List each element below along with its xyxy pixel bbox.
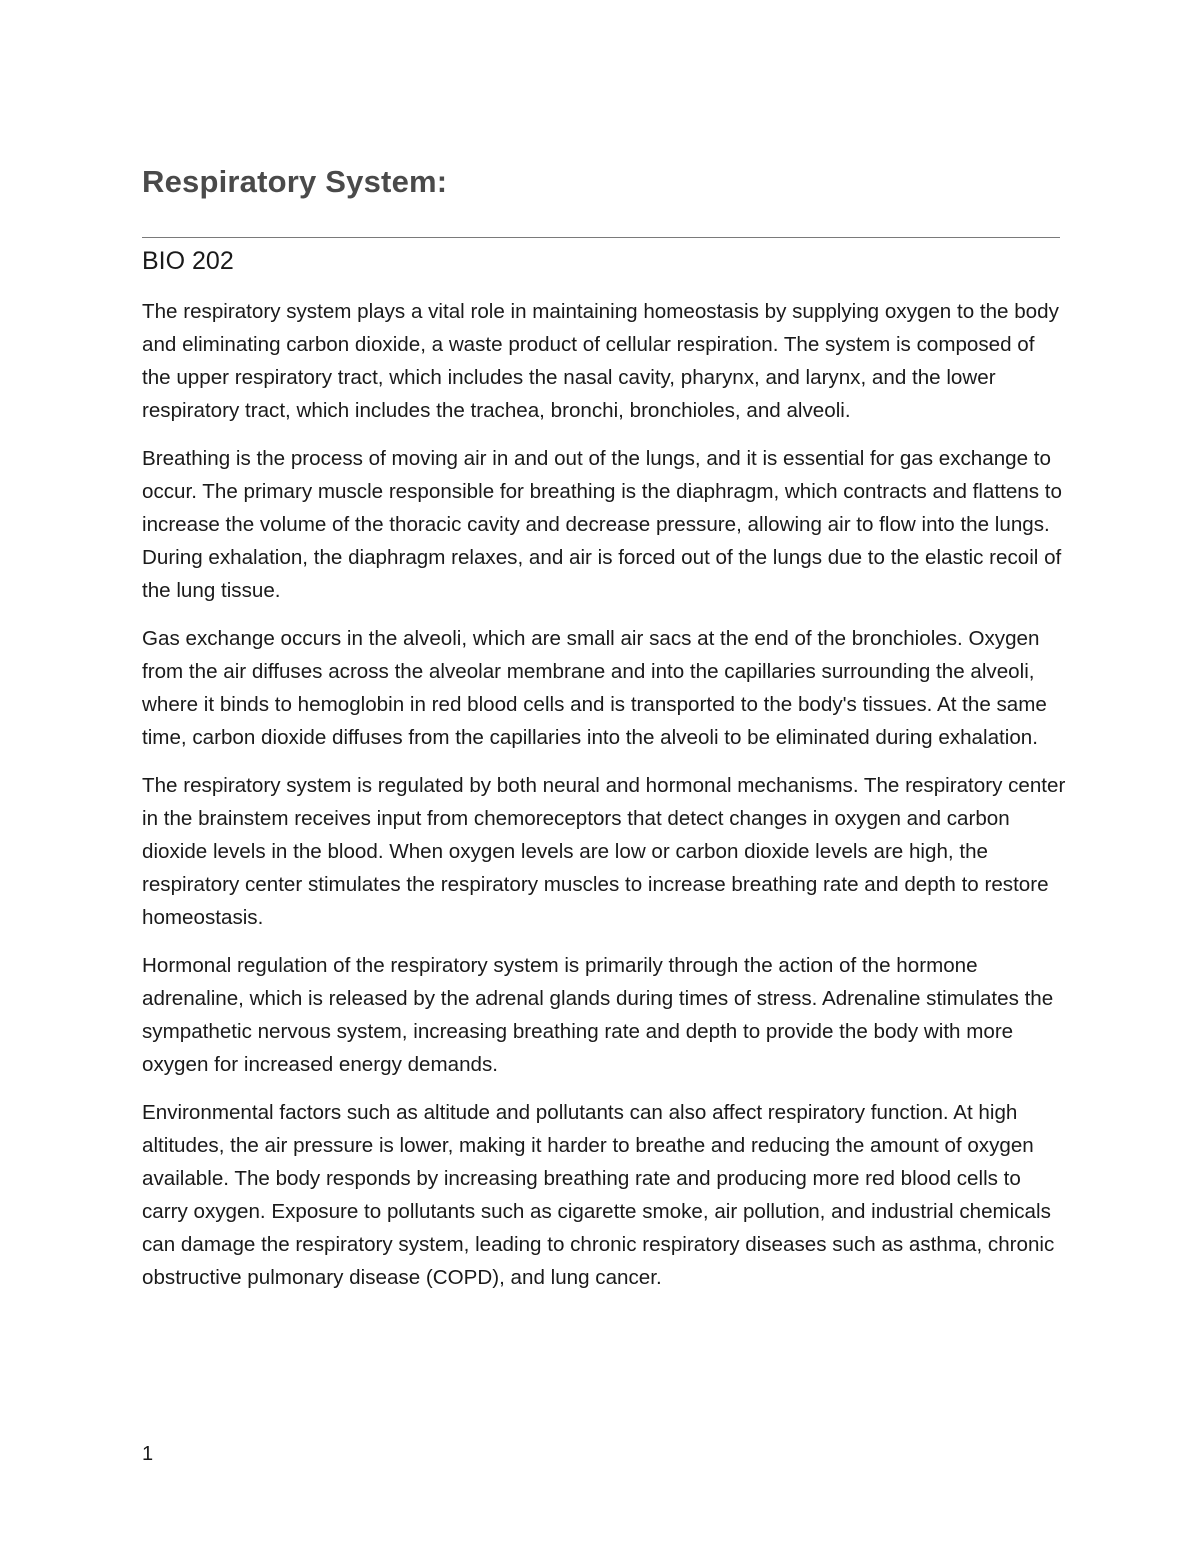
page-number: 1 xyxy=(142,1443,154,1465)
title-divider xyxy=(142,237,1060,238)
paragraph-environmental-factors: Environmental factors such as altitude and pollutants can also affect respiratory function. At high altitudes, the air pressure is lower, making it harder to breathe and reducing the amount of oxygen available. The body responds by increasing breathing rate and producing more red blood cells to carry oxygen. Exposure to pollutants such as cigarette smoke, air pollution, and industrial chemicals can damage the respiratory system, leading to chronic respiratory diseases such as asthma, chronic obstructive pulmonary disease (COPD), and lung cancer. xyxy=(142,1101,1055,1289)
paragraph-hormonal-regulation: Hormonal regulation of the respiratory system is primarily through the action of the hormone adrenaline, which is released by the adrenal glands during times of stress. Adrenaline stimulates the sympathetic nervous system, increasing breathing rate and depth to provide the body with more oxygen for increased energy demands. xyxy=(142,954,1054,1076)
document-body xyxy=(142,295,1067,1309)
paragraph-gas-exchange: Gas exchange occurs in the alveoli, which are small air sacs at the end of the bronchioles. Oxygen from the air diffuses across the alveolar membrane and into the capillaries surrounding the alveoli, where it binds to hemoglobin in red blood cells and is transported to the body's tissues. At the same time, carbon dioxide diffuses from the capillaries into the alveoli to be eliminated during exhalation. xyxy=(142,627,1047,749)
paragraph-neural-regulation: The respiratory system is regulated by both neural and hormonal mechanisms. The respiratory center in the brainstem receives input from chemoreceptors that detect changes in oxygen and carbon dioxide levels in the blood. When oxygen levels are low or carbon dioxide levels are high, the respiratory center stimulates the respiratory muscles to increase breathing rate and depth to restore homeostasis. xyxy=(142,774,1066,929)
paragraph-breathing: Breathing is the process of moving air in and out of the lungs, and it is essential for gas exchange to occur. The primary muscle responsible for breathing is the diaphragm, which contracts and flattens to increase the volume of the thoracic cavity and decrease pressure, allowing air to flow into the lungs. During exhalation, the diaphragm relaxes, and air is forced out of the lungs due to the elastic recoil of the lung tissue. xyxy=(142,447,1062,602)
paragraph-overview: The respiratory system plays a vital role in maintaining homeostasis by supplying oxygen to the body and eliminating carbon dioxide, a waste product of cellular respiration. The system is composed of the upper respiratory tract, which includes the nasal cavity, pharynx, and larynx, and the lower respiratory tract, which includes the trachea, bronchi, bronchioles, and alveoli. xyxy=(142,300,1059,422)
course-code-subtitle: BIO 202 xyxy=(142,247,234,275)
document-title: Respiratory System: xyxy=(142,164,448,199)
